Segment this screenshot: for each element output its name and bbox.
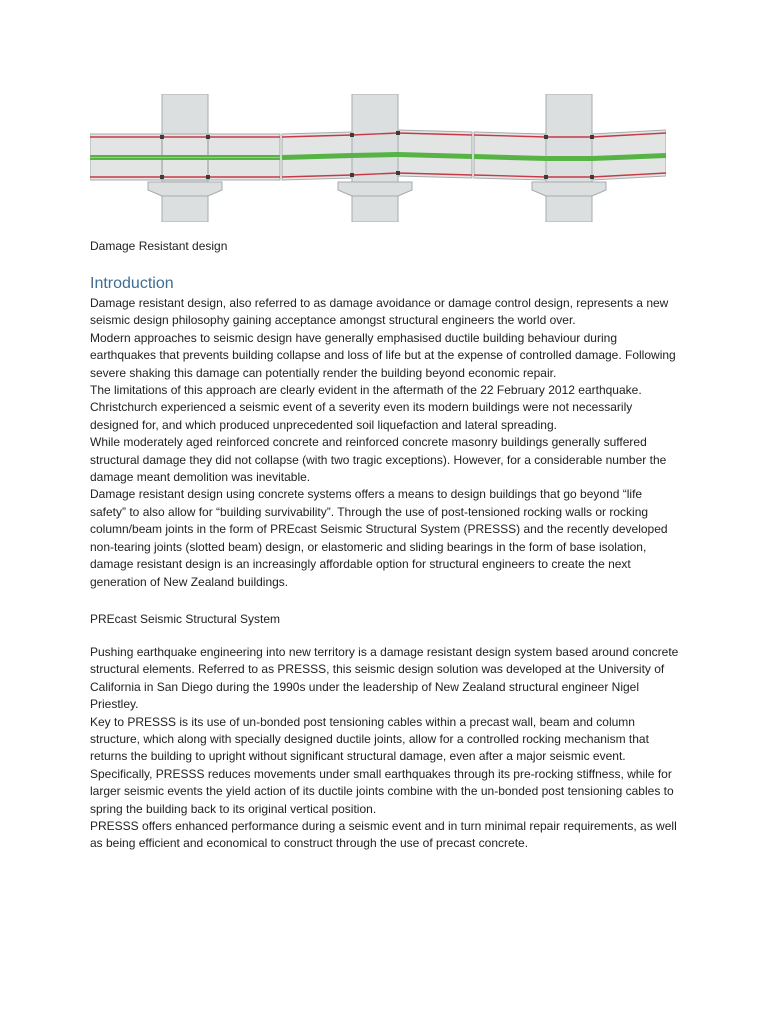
paragraph: Damage resistant design, also referred to as damage avoidance or damage control design, represents a new seismic design philosophy gaining acceptance amongst structural engineers the world over. <box>90 296 669 328</box>
presss-body <box>90 644 680 853</box>
paragraph: Pushing earthquake engineering into new territory is a damage resistant design system based around concrete structural elements. Referred to as PRESSS, this seismic design solution was developed at the University of California in San Diego during the 1990s under the leadership of New Zealand structural engineer Nigel Priestley. <box>90 645 679 712</box>
panel-rocked-left <box>282 94 472 222</box>
presss-heading: PREcast Seismic Structural System <box>90 612 281 626</box>
paragraph: While moderately aged reinforced concrete and reinforced concrete masonry buildings generally suffered structural damage they did not collapse (with two tragic exceptions). However, for a considerable number the damage meant demolition was inevitable. <box>90 435 667 485</box>
paragraph: Modern approaches to seismic design have generally emphasised ductile building behaviour during earthquakes that prevents building collapse and loss of life but at the expense of controlled damage. Following severe shaking this damage can potentially render the building beyond economic repair. <box>90 330 676 380</box>
rocking-joint-diagram <box>90 94 666 222</box>
panel-undeformed <box>90 94 280 222</box>
panel-rocked-right <box>474 94 666 222</box>
paragraph: Damage resistant design using concrete systems offers a means to design buildings that go beyond “life safety” to also allow for “building survivability”. Through the use of post-tensioned rocking walls or rocking column/beam joints in the form of PREcast Seismic Structural System (PRESSS) and the recently developed non-tearing joints (slotted beam) design, or elastomeric and sliding bearings in the form of base isolation, damage resistant design is an increasingly affordable option for structural engineers to create the next generation of New Zealand buildings. <box>90 487 668 589</box>
paragraph: PRESSS offers enhanced performance during a seismic event and in turn minimal repair requirements, as well as being efficient and economical to construct through the use of precast concrete. <box>90 819 677 851</box>
paragraph: The limitations of this approach are clearly evident in the aftermath of the 22 February 2012 earthquake. Christchurch experienced a seismic event of a severity even its modern buildings were not necessarily designed for, and which produced unprecedented soil liquefaction and lateral spreading. <box>90 383 642 432</box>
introduction-heading: Introduction <box>90 275 174 292</box>
introduction-body <box>90 295 680 591</box>
rocking-joint-figure <box>90 94 666 222</box>
paragraph: Key to PRESSS is its use of un-bonded post tensioning cables within a precast wall, beam and column structure, which along with specially designed ductile joints, allow for a controlled rocking mechanism that returns the building to upright without significant structural damage, even after a major seismic event. Specifically, PRESSS reduces movements under small earthquakes through its pre-rocking stiffness, while for larger seismic events the yield action of its ductile joints combine with the un-bonded post tensioning cables to spring the building back to its original vertical position. <box>90 714 674 816</box>
figure-caption: Damage Resistant design <box>90 239 228 253</box>
